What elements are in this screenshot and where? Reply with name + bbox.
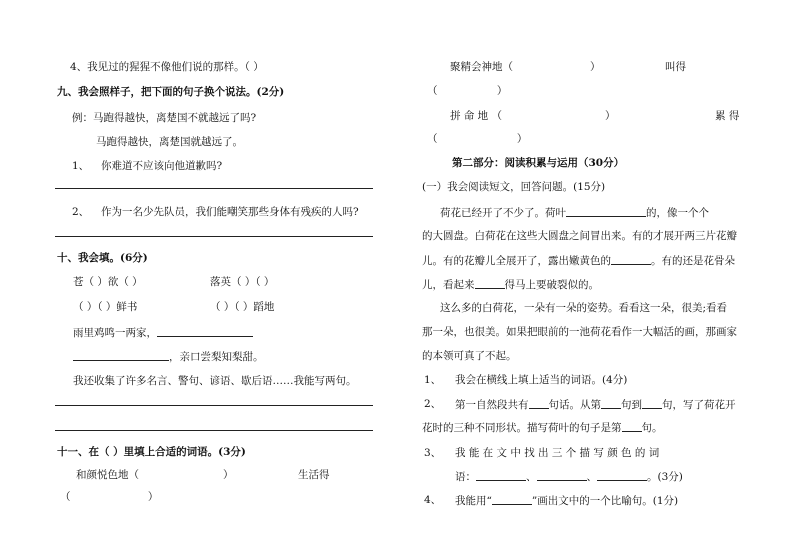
- fill-blank[interactable]: [73, 349, 169, 361]
- right-row1-b: ）: [590, 61, 601, 73]
- fill-blank[interactable]: [157, 325, 253, 337]
- right-row4[interactable]: （ ）: [427, 133, 528, 145]
- reading-q2-line-2: [422, 420, 663, 435]
- passage-text: 儿，看起来: [422, 279, 475, 291]
- right-row3-c: 累 得: [715, 110, 740, 122]
- section-10-row2-b: （ ）（ ）蹈地: [210, 301, 275, 313]
- section-9-q1-number: 1、: [72, 160, 90, 172]
- question-text: 句到: [621, 399, 642, 411]
- section-10-row3: [73, 325, 253, 340]
- right-row1-a: 聚精会神地（: [450, 61, 513, 73]
- reading-q3-number: 3、: [424, 447, 442, 459]
- fill-blank[interactable]: [611, 253, 651, 265]
- passage-text: 的，像一个个: [646, 207, 709, 219]
- reading-q4-number: 4、: [424, 494, 442, 506]
- passage-line-4: [422, 277, 599, 292]
- right-row1-c: 叫得: [665, 61, 686, 73]
- passage-line-7: 的本领可真了不起。: [422, 350, 517, 362]
- reading-q2-line-1: [455, 397, 736, 412]
- section-9-q2-text: 作为一名少先队员，我们能嘲笑那些身体有残疾的人吗?: [101, 206, 359, 218]
- fill-blank[interactable]: [622, 420, 642, 432]
- passage-line-1: [440, 205, 709, 220]
- part-2-title: 第二部分：阅读积累与运用（30分）: [452, 157, 625, 169]
- section-9-q1-text: 你难道不应该向他道歉吗?: [101, 160, 223, 172]
- fill-blank[interactable]: [476, 469, 526, 481]
- reading-q2-number: 2、: [424, 398, 442, 410]
- reading-subsection-title: (一）我会阅读短文，回答问题。(15分): [422, 181, 606, 193]
- question-text: 第一自然段共有: [455, 399, 529, 411]
- question-text: 语：: [455, 471, 476, 483]
- question-text: 句。: [641, 422, 663, 434]
- fill-blank[interactable]: [597, 469, 647, 481]
- question-text: 。(3分): [647, 471, 683, 483]
- section-11-row1-a: 和颜悦色地（: [76, 469, 139, 481]
- section-10-row5: 我还收集了许多名言、警句、谚语、歇后语……我能写两句。: [73, 375, 357, 387]
- passage-line-2: 的大圆盘。白荷花在这些大圆盘之间冒出来。有的才展开两三片花瓣: [422, 230, 737, 242]
- proverb-line-text: ，亲口尝梨知梨甜。: [169, 351, 264, 363]
- reading-q4-text: [455, 493, 678, 508]
- answer-line[interactable]: [55, 236, 373, 237]
- section-9-example-a: 例：马跑得越快，离楚国不就越远了吗?: [72, 112, 257, 124]
- question-text: 句，写了荷花开: [662, 399, 736, 411]
- section-11-row2[interactable]: （ ）: [60, 491, 159, 503]
- fill-blank[interactable]: [566, 205, 646, 217]
- question-text: 花时的三种不同形状。描写荷叶的句子是第: [422, 422, 622, 434]
- section-9-example-b: 马跑得越快，离楚国就越远了。: [96, 136, 243, 148]
- separator: 、: [586, 471, 597, 483]
- answer-line[interactable]: [55, 188, 373, 189]
- fill-blank[interactable]: [642, 397, 662, 409]
- section-11-row1-b: ）: [223, 469, 234, 481]
- left-q4-line: 4、我见过的猩猩不像他们说的那样。（ ）: [70, 61, 264, 73]
- fill-blank[interactable]: [529, 397, 549, 409]
- poem-line-text: 雨里鸡鸣一两家，: [73, 327, 157, 339]
- answer-line[interactable]: [55, 405, 373, 406]
- question-text: ”画出文中的一个比喻句。(1分): [531, 495, 679, 507]
- passage-text: 得马上要破裂似的。: [504, 279, 599, 291]
- section-9-q2-number: 2、: [72, 206, 90, 218]
- answer-line[interactable]: [55, 430, 373, 431]
- question-text: 我能用“: [455, 495, 492, 507]
- fill-blank[interactable]: [601, 397, 621, 409]
- right-row3-b: ）: [605, 110, 616, 122]
- passage-text: 。有的还是花骨朵: [651, 255, 735, 267]
- separator: 、: [526, 471, 537, 483]
- fill-blank[interactable]: [537, 469, 587, 481]
- section-11-title: 十一、在（ ）里填上合适的词语。(3分): [57, 446, 246, 458]
- reading-q1-text: 我会在横线上填上适当的词语。(4分): [455, 374, 628, 386]
- passage-text: 儿。有的花瓣儿全展开了，露出嫩黄色的: [422, 255, 611, 267]
- right-row2[interactable]: （ ）: [427, 85, 508, 97]
- right-row3-a: 拼 命 地 （: [450, 110, 503, 122]
- section-10-title: 十、我会填。(6分): [57, 252, 148, 264]
- passage-line-6: 那一朵，也很美。如果把眼前的一池荷花看作一大幅活的画，那画家: [422, 326, 737, 338]
- passage-line-5: 这么多的白荷花，一朵有一朵的姿势。看看这一朵，很美;看看: [440, 302, 728, 314]
- section-10-row2-a: （ ）（ ）鲜书: [73, 301, 138, 313]
- passage-line-3: [422, 253, 735, 268]
- section-9-title: 九、我会照样子，把下面的句子换个说法。(2分): [57, 86, 285, 98]
- reading-q3-answer-line: [455, 469, 683, 484]
- passage-text: 荷花已经开了不少了。荷叶: [440, 207, 566, 219]
- section-10-row1-a: 苍（ ）欲（ ）: [73, 276, 143, 288]
- section-11-row1-c: 生活得: [298, 469, 330, 481]
- fill-blank[interactable]: [475, 277, 505, 289]
- section-10-row1-b: 落英（ ）（ ）: [210, 276, 275, 288]
- reading-q3-text: 我 能 在 文 中 找 出 三 个 描 写 颜 色 的 词: [455, 447, 660, 459]
- section-10-row4: [73, 349, 264, 364]
- reading-q1-number: 1、: [424, 374, 442, 386]
- fill-blank[interactable]: [492, 493, 532, 505]
- question-text: 句话。从第: [548, 399, 601, 411]
